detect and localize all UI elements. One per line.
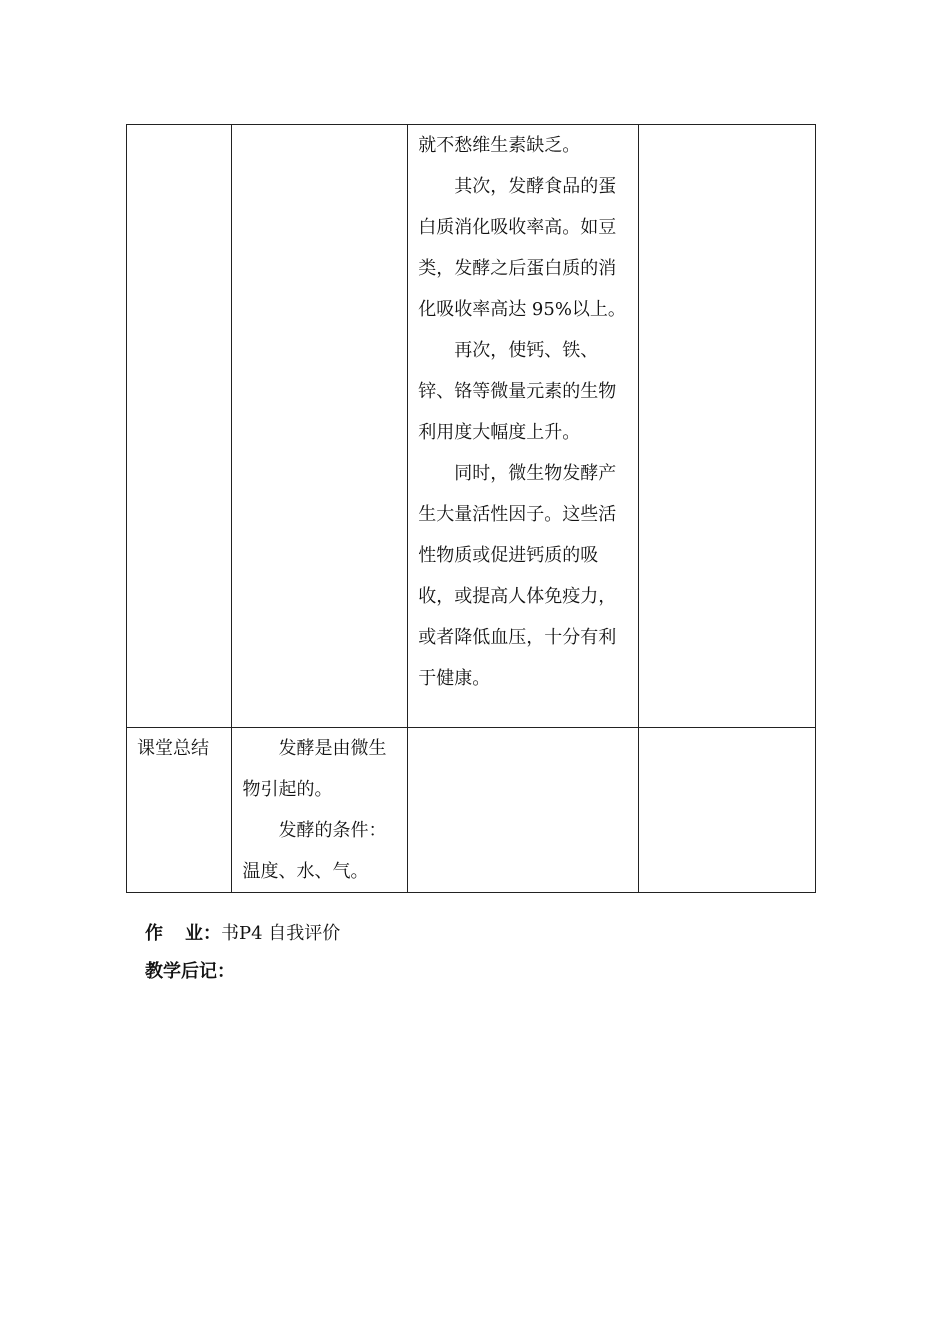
paragraph: 同时，微生物发酵产生大量活性因子。这些活性物质或促进钙质的吸收，或提高人体免疫力，或者降低血压，十分有利于健康。: [418, 463, 617, 689]
content-cell: [408, 125, 639, 728]
empty-cell: [232, 125, 408, 728]
empty-cell: [639, 728, 816, 893]
paragraph: 再次，使钙、铁、锌、铬等微量元素的生物利用度大幅度上升。: [418, 340, 617, 443]
homework-label-b: 业：: [185, 923, 221, 944]
empty-cell: [639, 125, 816, 728]
table-row: [127, 125, 816, 728]
summary-label: 课堂总结: [137, 738, 209, 759]
empty-cell: [408, 728, 639, 893]
empty-cell: [127, 125, 232, 728]
homework-label-a: 作: [145, 923, 163, 944]
paragraph: 发酵是由微生物引起的。: [242, 738, 387, 800]
summary-content-cell: [232, 728, 408, 893]
table-row: [127, 728, 816, 893]
teaching-notes-label: 教学后记：: [145, 961, 235, 982]
homework-line: [145, 922, 340, 946]
teaching-notes-line: [145, 960, 235, 984]
homework-text: 书P4 自我评价: [221, 923, 341, 944]
paragraph: 就不愁维生素缺乏。: [418, 135, 581, 156]
paragraph: 发酵的条件：温度、水、气。: [242, 820, 387, 882]
summary-label-cell: [127, 728, 232, 893]
lesson-plan-table: [126, 124, 816, 893]
paragraph: 其次，发酵食品的蛋白质消化吸收率高。如豆类，发酵之后蛋白质的消化吸收率高达 95%以上。: [418, 176, 626, 320]
